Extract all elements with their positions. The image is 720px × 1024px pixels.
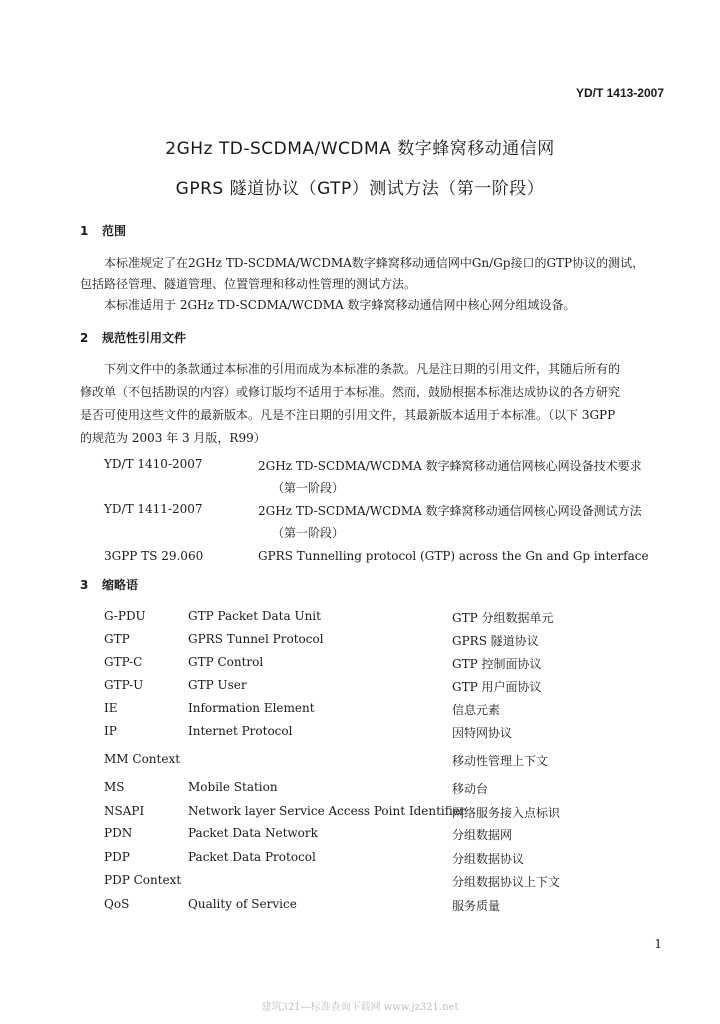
abbr-chinese: GPRS 隧道协议: [452, 634, 539, 648]
abbr-english: Internet Protocol: [188, 724, 293, 738]
section-3-heading: [80, 576, 138, 593]
abbr-chinese: 移动台: [452, 782, 489, 796]
abbr-english: Information Element: [188, 701, 315, 715]
refs-paragraph-line-4: 的规范为 2003 年 3 月版，R99）: [80, 431, 266, 445]
ref-title: 2GHz TD-SCDMA/WCDMA 数字蜂窝移动通信网核心网设备技术要求: [258, 459, 642, 473]
abbr-term: GTP-U: [104, 678, 144, 692]
abbr-english: Network layer Service Access Point Identifier: [188, 804, 466, 818]
ref-title: 2GHz TD-SCDMA/WCDMA 数字蜂窝移动通信网核心网设备测试方法: [258, 504, 642, 518]
abbr-term: QoS: [104, 897, 130, 911]
abbr-english: GTP Packet Data Unit: [188, 609, 321, 623]
abbr-chinese: GTP 分组数据单元: [452, 611, 554, 625]
section-title: 范围: [102, 224, 127, 238]
ref-title-sub: （第一阶段）: [272, 481, 345, 495]
abbr-term: PDN: [104, 826, 133, 840]
section-number: 3: [80, 578, 89, 592]
section-1-heading: [80, 222, 126, 239]
abbr-chinese: 移动性管理上下文: [452, 754, 549, 768]
abbr-chinese: 分组数据协议上下文: [452, 875, 561, 889]
abbr-chinese: 服务质量: [452, 899, 501, 913]
abbr-chinese: 分组数据协议: [452, 852, 525, 866]
abbr-term: G-PDU: [104, 609, 146, 623]
page-number: 1: [654, 937, 662, 951]
document-code: YD/T 1413-2007: [575, 86, 664, 100]
section-number: 2: [80, 331, 89, 345]
abbr-term: PDP: [104, 850, 130, 864]
abbr-english: GPRS Tunnel Protocol: [188, 632, 324, 646]
refs-paragraph-line-3: 是否可使用这些文件的最新版本。凡是不注日期的引用文件，其最新版本适用于本标准。（以下 3GPP: [80, 408, 616, 422]
section-number: 1: [80, 224, 89, 238]
abbr-english: GTP Control: [188, 655, 264, 669]
ref-title-sub: （第一阶段）: [272, 526, 345, 540]
abbr-term: GTP-C: [104, 655, 143, 669]
abbr-term: IP: [104, 724, 117, 738]
abbr-english: Quality of Service: [188, 897, 297, 911]
title-line-1: 2GHz TD-SCDMA/WCDMA 数字蜂窝移动通信网: [165, 139, 555, 159]
abbr-term: NSAPI: [104, 804, 145, 818]
section-title: 规范性引用文件: [102, 331, 187, 345]
title-line-2: GPRS 隧道协议（GTP）测试方法（第一阶段）: [175, 179, 545, 199]
ref-code: 3GPP TS 29.060: [104, 549, 204, 563]
abbr-english: Mobile Station: [188, 780, 278, 794]
ref-code: YD/T 1410-2007: [104, 457, 203, 471]
abbr-chinese: GTP 控制面协议: [452, 657, 542, 671]
scope-paragraph-1-line-1: 本标准规定了在2GHz TD-SCDMA/WCDMA数字蜂窝移动通信网中Gn/Gp接口的GTP协议的测试，: [104, 256, 645, 270]
section-2-heading: [80, 329, 186, 346]
abbr-term: MM Context: [104, 752, 181, 766]
abbr-term: GTP: [104, 632, 130, 646]
scope-paragraph-2: 本标准适用于 2GHz TD-SCDMA/WCDMA 数字蜂窝移动通信网中核心网分组域设备。: [104, 298, 576, 312]
refs-paragraph-line-1: 下列文件中的条款通过本标准的引用而成为本标准的条款。凡是注日期的引用文件，其随后所有的: [104, 362, 621, 376]
abbr-english: Packet Data Network: [188, 826, 318, 840]
ref-code: YD/T 1411-2007: [104, 502, 203, 516]
abbr-chinese: 分组数据网: [452, 828, 513, 842]
abbr-chinese: 网络服务接入点标识: [452, 806, 561, 820]
abbr-term: PDP Context: [104, 873, 182, 887]
abbr-term: MS: [104, 780, 125, 794]
abbr-term: IE: [104, 701, 118, 715]
abbr-chinese: 因特网协议: [452, 726, 513, 740]
abbr-english: GTP User: [188, 678, 247, 692]
scope-paragraph-1-line-2: 包括路径管理、隧道管理、位置管理和移动性管理的测试方法。: [80, 277, 417, 291]
section-title: 缩略语: [102, 578, 139, 592]
abbr-chinese: 信息元素: [452, 703, 501, 717]
watermark: 建筑321—标准查询下载网 www.jz321.net: [261, 1002, 459, 1013]
refs-paragraph-line-2: 修改单（不包括勘误的内容）或修订版均不适用于本标准。然而，鼓励根据本标准达成协议的各方研究: [80, 385, 621, 399]
ref-title: GPRS Tunnelling protocol (GTP) across the Gn and Gp interface: [258, 549, 649, 563]
abbr-english: Packet Data Protocol: [188, 850, 316, 864]
abbr-chinese: GTP 用户面协议: [452, 680, 542, 694]
